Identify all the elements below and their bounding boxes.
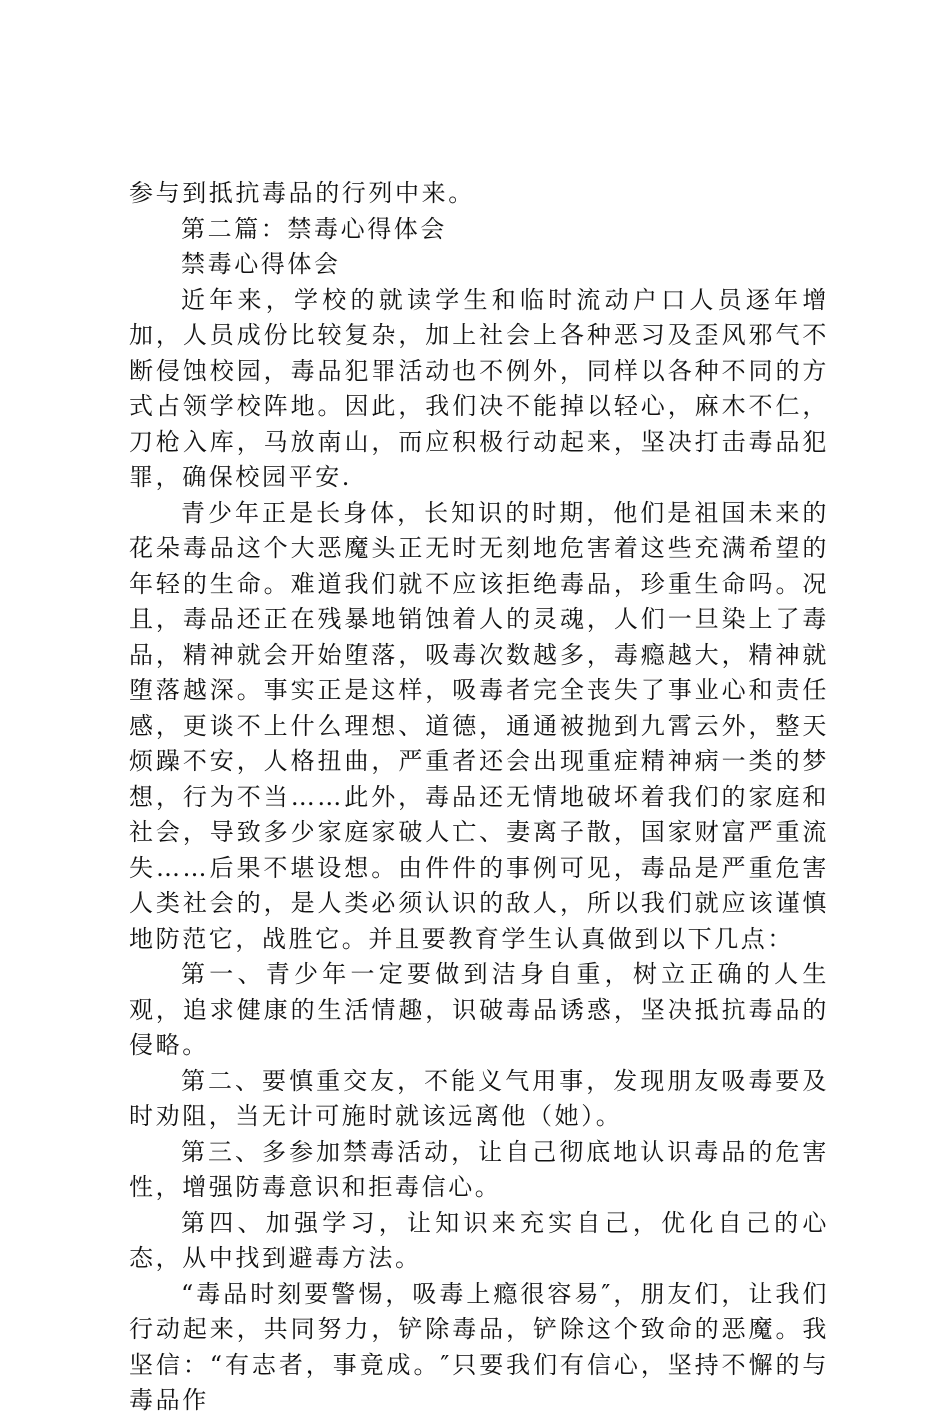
paragraph-closing: “毒品时刻要警惕，吸毒上瘾很容易″，朋友们，让我们行动起来，共同努力，铲除毒品，铲除这个致命的恶魔。我坚信：“有志者，事竟成。″只要我们有信心，坚持不懈的与毒品作 [129,1279,829,1414]
paragraph-youth: 青少年正是长身体，长知识的时期，他们是祖国未来的花朵毒品这个大恶魔头正无时无刻地危害着这些充满希望的年轻的生命。难道我们就不应该拒绝毒品，珍重生命吗。况且，毒品还正在残暴地销蚀着人的灵魂，人们一旦染上了毒品，精神就会开始堕落，吸毒次数越多，毒瘾越大，精神就堕落越深。事实正是这样，吸毒者完全丧失了事业心和责任感，更谈不上什么理想、道德，通通被抛到九霄云外，整天烦躁不安，人格扭曲，严重者还会出现重症精神病一类的梦想，行为不当……此外，毒品还无情地破坏着我们的家庭和社会，导致多少家庭家破人亡、妻离子散，国家财富严重流失……后果不堪设想。由件件的事例可见，毒品是严重危害人类社会的，是人类必须认识的敌人，所以我们就应该谨慎地防范它，战胜它。并且要教育学生认真做到以下几点： [129,498,829,953]
paragraph-intro: 近年来，学校的就读学生和临时流动户口人员逐年增加，人员成份比较复杂，加上社会上各种恶习及歪风邪气不断侵蚀校园，毒品犯罪活动也不例外，同样以各种不同的方式占领学校阵地。因此，我们决不能掉以轻心，麻木不仁，刀枪入库，马放南山，而应积极行动起来，坚决打击毒品犯罪，确保校园平安. [129,285,829,491]
paragraph-point-three: 第三、多参加禁毒活动，让自己彻底地认识毒品的危害性，增强防毒意识和拒毒信心。 [129,1137,829,1201]
paragraph-point-two: 第二、要慎重交友，不能义气用事，发现朋友吸毒要及时劝阻，当无计可施时就该远离他（她）。 [129,1066,829,1130]
article-title: 禁毒心得体会 [181,250,341,278]
section-heading: 第二篇：禁毒心得体会 [181,214,447,243]
paragraph-point-four: 第四、加强学习，让知识来充实自己，优化自己的心态，从中找到避毒方法。 [129,1208,829,1272]
paragraph-continuation: 参与到抵抗毒品的行列中来。 [129,179,475,207]
paragraph-point-one: 第一、青少年一定要做到洁身自重，树立正确的人生观，追求健康的生活情趣，识破毒品诱惑，坚决抵抗毒品的侵略。 [129,960,829,1059]
document-body [129,176,829,1419]
